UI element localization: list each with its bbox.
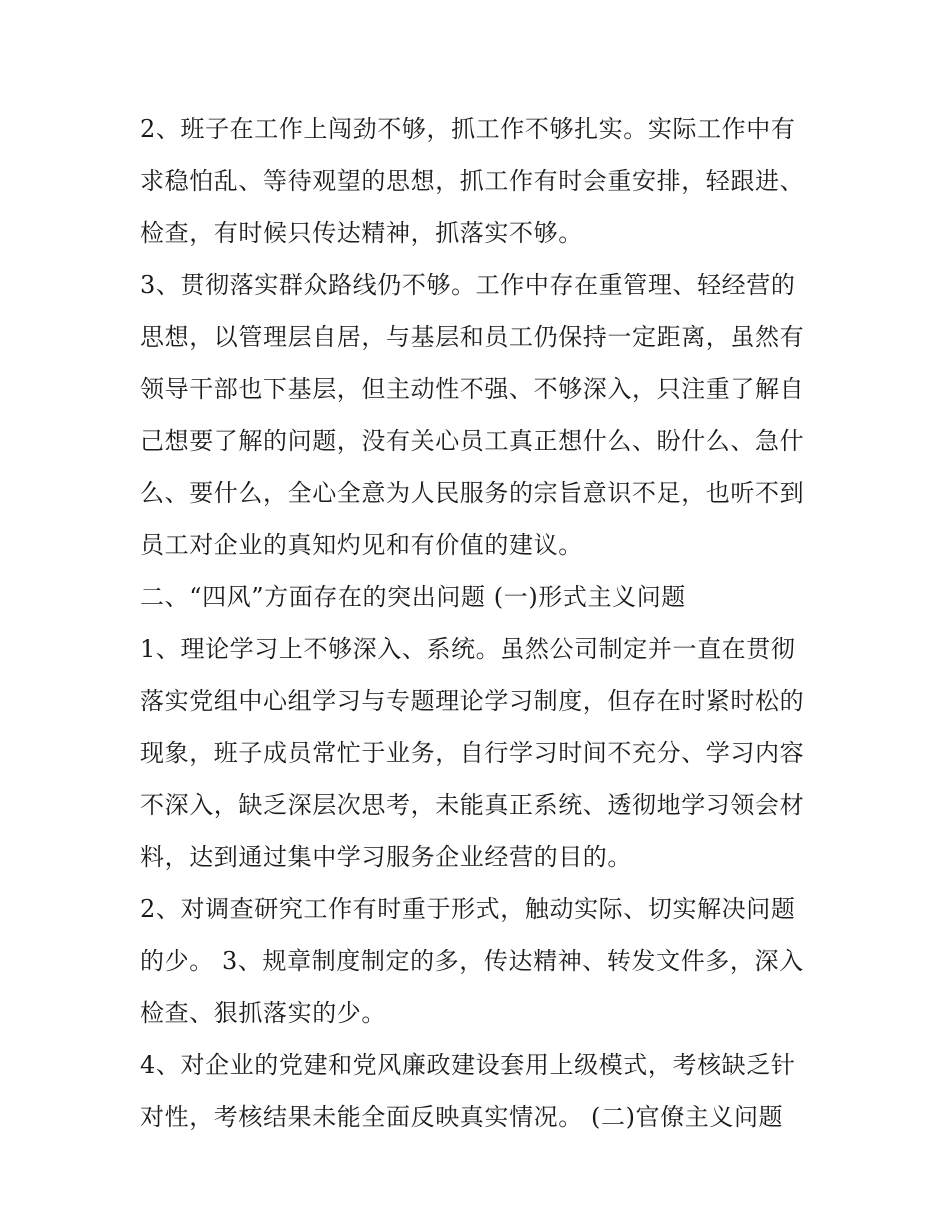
text-line: 3、贯彻落实群众路线仍不够。工作中存在重管理、轻经营的 bbox=[140, 271, 796, 299]
text-line: 落实党组中心组学习与专题理论学习制度，但存在时紧时松的 bbox=[140, 687, 805, 715]
text-line: 对性，考核结果未能全面反映真实情况。 (二)官僚主义问题 bbox=[140, 1103, 784, 1131]
text-line: 料，达到通过集中学习服务企业经营的目的。 bbox=[140, 843, 632, 871]
text-line: 员工对企业的真知灼见和有价值的建议。 bbox=[140, 531, 583, 559]
text-line: 己想要了解的问题，没有关心员工真正想什么、盼什么、急什 bbox=[140, 427, 805, 455]
text-line: 2、对调查研究工作有时重于形式，触动实际、切实解决问题 bbox=[140, 895, 796, 923]
text-line: 2、班子在工作上闯劲不够，抓工作不够扎实。实际工作中有 bbox=[140, 115, 796, 143]
text-line: 检查、狠抓落实的少。 bbox=[140, 999, 386, 1027]
text-line: 领导干部也下基层，但主动性不强、不够深入，只注重了解自 bbox=[140, 375, 805, 403]
text-line: 思想，以管理层自居，与基层和员工仍保持一定距离，虽然有 bbox=[140, 323, 805, 351]
text-line: 不深入，缺乏深层次思考，未能真正系统、透彻地学习领会材 bbox=[140, 791, 805, 819]
text-line: 4、对企业的党建和党风廉政建设套用上级模式，考核缺乏针 bbox=[140, 1051, 796, 1079]
text-line: 求稳怕乱、等待观望的思想，抓工作有时会重安排，轻跟进、 bbox=[140, 167, 805, 195]
text-line: 的少。 3、规章制度制定的多，传达精神、转发文件多，深入 bbox=[140, 947, 804, 975]
text-line: 检查，有时候只传达精神，抓落实不够。 bbox=[140, 219, 583, 247]
text-line: 1、理论学习上不够深入、系统。虽然公司制定并一直在贯彻 bbox=[140, 635, 796, 663]
text-line: 么、要什么，全心全意为人民服务的宗旨意识不足，也听不到 bbox=[140, 479, 805, 507]
section-heading: 二、“四风”方面存在的突出问题 (一)形式主义问题 bbox=[140, 583, 686, 611]
text-line: 现象，班子成员常忙于业务，自行学习时间不充分、学习内容 bbox=[140, 739, 805, 767]
